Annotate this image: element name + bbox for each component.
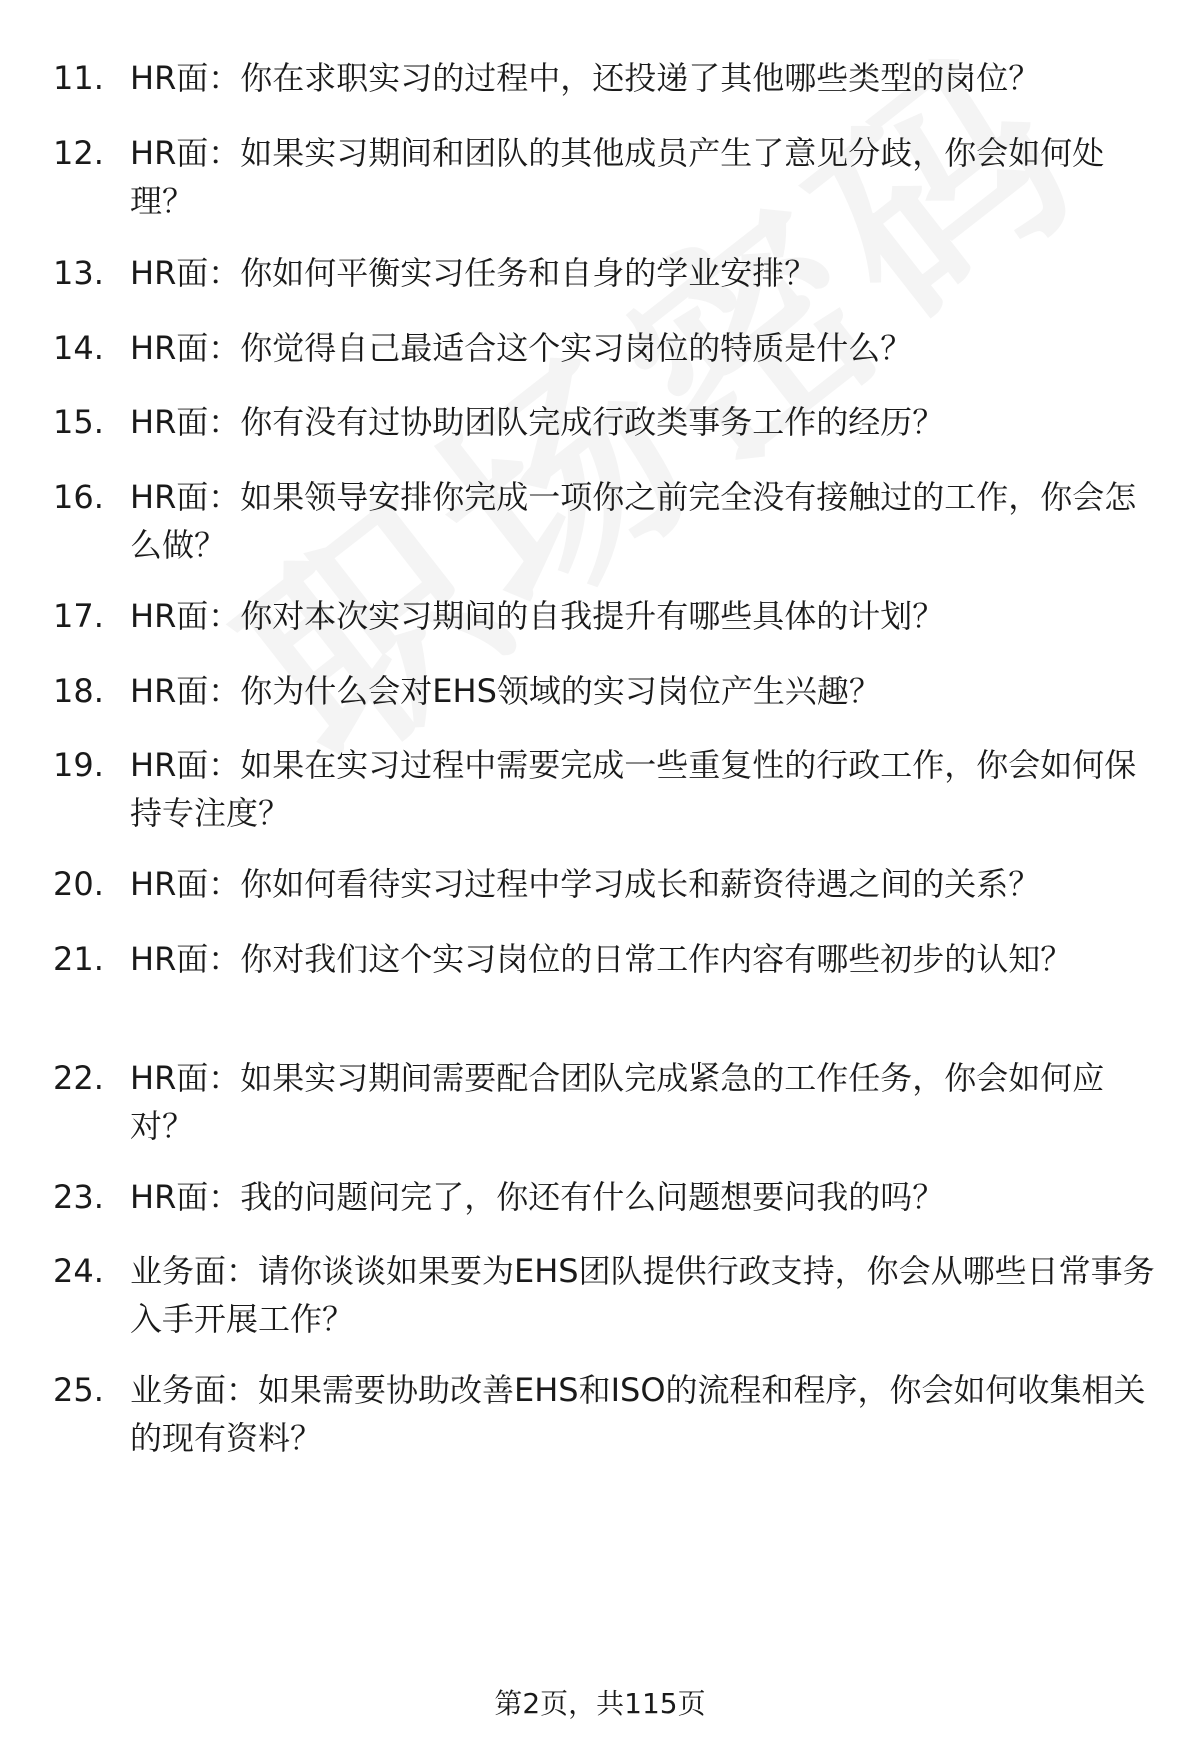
question-number: 25.	[53, 1371, 104, 1409]
question-number: 11.	[53, 59, 104, 97]
question-number: 14.	[53, 329, 104, 367]
question-number: 19.	[53, 746, 104, 784]
question-text: 业务面：请你谈谈如果要为EHS团队提供行政支持，你会从哪些日常事务入手开展工作？	[130, 1252, 1155, 1338]
question-text: HR面：你对我们这个实习岗位的日常工作内容有哪些初步的认知？	[130, 940, 1073, 978]
question-number: 12.	[53, 134, 104, 172]
question-number: 15.	[53, 403, 104, 441]
question-number: 16.	[53, 478, 104, 516]
question-text: HR面：你有没有过协助团队完成行政类事务工作的经历？	[130, 403, 945, 441]
page-number-footer: 第2页，共115页	[494, 1687, 706, 1720]
question-number: 21.	[53, 940, 104, 978]
question-text: HR面：你对本次实习期间的自我提升有哪些具体的计划？	[130, 597, 945, 635]
question-number: 23.	[53, 1178, 104, 1216]
question-text: 业务面：如果需要协助改善EHS和ISO的流程和程序，你会如何收集相关的现有资料？	[130, 1371, 1146, 1457]
question-text: HR面：如果实习期间需要配合团队完成紧急的工作任务，你会如何应对？	[130, 1059, 1105, 1145]
question-text: HR面：我的问题问完了，你还有什么问题想要问我的吗？	[130, 1178, 945, 1216]
question-text: HR面：你为什么会对EHS领域的实习岗位产生兴趣？	[130, 672, 881, 710]
question-text: HR面：如果领导安排你完成一项你之前完全没有接触过的工作，你会怎么做？	[130, 478, 1137, 564]
question-number: 13.	[53, 254, 104, 292]
question-number: 22.	[53, 1059, 104, 1097]
question-number: 24.	[53, 1252, 104, 1290]
question-number: 17.	[53, 597, 104, 635]
question-number: 20.	[53, 865, 104, 903]
question-number: 18.	[53, 672, 104, 710]
question-text: HR面：如果实习期间和团队的其他成员产生了意见分歧，你会如何处理？	[130, 134, 1105, 220]
question-text: HR面：你在求职实习的过程中，还投递了其他哪些类型的岗位？	[130, 59, 1041, 97]
question-text: HR面：你觉得自己最适合这个实习岗位的特质是什么？	[130, 329, 913, 367]
question-text: HR面：你如何平衡实习任务和自身的学业安排？	[130, 254, 817, 292]
question-text: HR面：如果在实习过程中需要完成一些重复性的行政工作，你会如何保持专注度？	[130, 746, 1137, 832]
question-text: HR面：你如何看待实习过程中学习成长和薪资待遇之间的关系？	[130, 865, 1041, 903]
